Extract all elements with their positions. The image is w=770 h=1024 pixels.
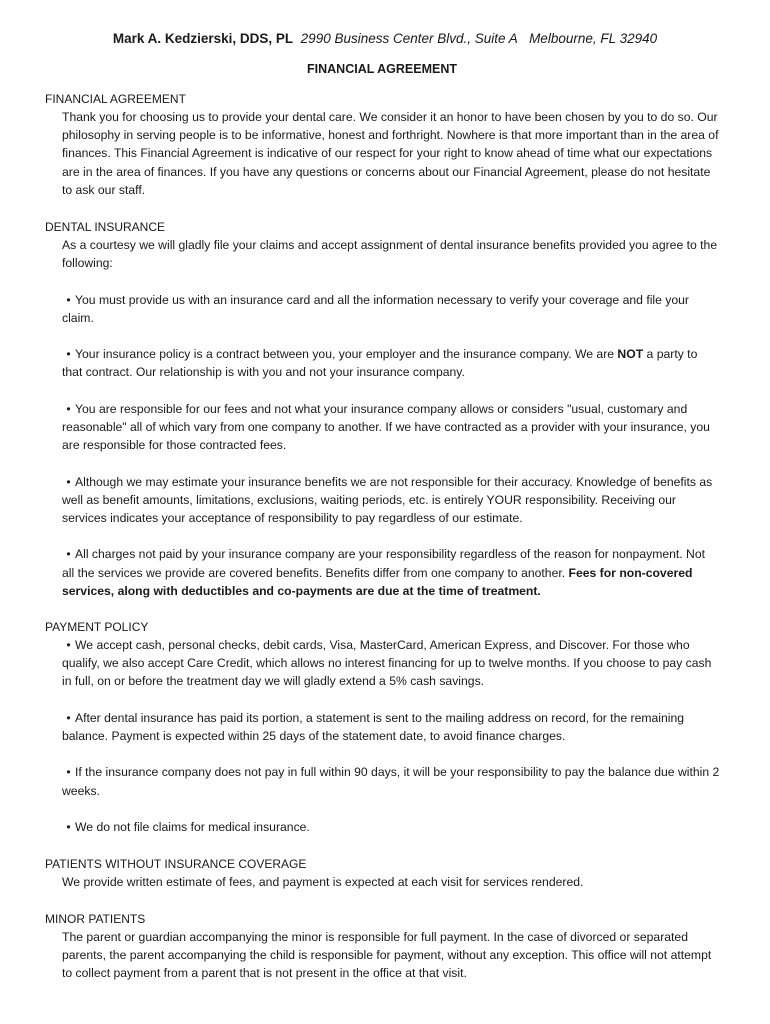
- list-item-text: After dental insurance has paid its portion, a statement is sent to the mailing address on record, for the remaining balance. Payment is expected within 25 days of the statement date, to avoid finance charges.: [62, 710, 685, 743]
- list-item-text: You are responsible for our fees and not what your insurance company allows or considers "usual, customary and reasonable" all of which vary from one company to another. If we have contracted as a provider with your insurance, you are responsible for those contracted fees.: [62, 401, 710, 453]
- list-item: [62, 709, 720, 745]
- bullet-icon: •: [66, 765, 71, 780]
- section-paragraph: The parent or guardian accompanying the minor is responsible for full payment. In the case of divorced or separated parents, the parent accompanying the child is responsible for payment, without any exception. This office will not attempt to collect payment from a parent that is not present in the office at that visit.: [62, 930, 712, 981]
- bullet-icon: •: [66, 474, 71, 489]
- section-dental-insurance: [45, 218, 725, 600]
- list-item-text: You must provide us with an insurance card and all the information necessary to verify your coverage and file your claim.: [62, 292, 689, 325]
- bullet-icon: •: [66, 347, 71, 362]
- emphasis-text: Fees for non-covered services, along with deductibles and co-payments are due at the time of treatment.: [62, 565, 693, 598]
- list-item-text: Your insurance policy is a contract between you, your employer and the insurance company. We are: [75, 347, 618, 362]
- section-paragraph: Thank you for choosing us to provide your dental care. We consider it an honor to have been chosen by you to do so. Our philosophy in serving people is to be informative, honest and forthright. Nowhere is that more important than in the area of finances. This Financial Agreement is indicative of our respect for your right to know ahead of time what our expectations are in the area of finances. If you have any questions or concerns about our Financial Agreement, please do not hesitate to ask our staff.: [62, 110, 719, 197]
- list-item: [62, 291, 720, 327]
- list-item: [62, 545, 720, 600]
- section-heading: MINOR PATIENTS: [45, 912, 146, 926]
- section-financial-agreement: [45, 90, 725, 199]
- bullet-icon: •: [66, 547, 71, 562]
- section-patients-without-insurance: [45, 855, 725, 891]
- section-paragraph: We provide written estimate of fees, and payment is expected at each visit for services rendered.: [62, 875, 584, 889]
- section-payment-policy: [45, 618, 725, 836]
- list-item-text: We accept cash, personal checks, debit cards, Visa, MasterCard, American Express, and Discover. For those who qualify, we also accept Care Credit, which allows no interest financing for up to twelve months. If you choose to pay cash in full, on or before the treatment day we will gladly extend a 5% cash savings.: [62, 638, 712, 689]
- bullet-icon: •: [66, 401, 71, 416]
- practice-address: 2990 Business Center Blvd., Suite A: [300, 31, 518, 46]
- list-item: [62, 345, 720, 381]
- list-item: [62, 400, 720, 455]
- section-intro: As a courtesy we will gladly file your claims and accept assignment of dental insurance benefits provided you agree to the following:: [62, 238, 718, 271]
- section-heading: FINANCIAL AGREEMENT: [45, 92, 186, 106]
- section-heading: PATIENTS WITHOUT INSURANCE COVERAGE: [45, 857, 307, 871]
- practice-city: Melbourne, FL 32940: [529, 31, 658, 46]
- section-heading: PAYMENT POLICY: [45, 620, 149, 634]
- emphasis-text: NOT: [617, 347, 644, 362]
- bullet-icon: •: [66, 710, 71, 725]
- bullet-icon: •: [66, 638, 71, 652]
- list-item-text: If the insurance company does not pay in full within 90 days, it will be your responsibility to pay the balance due within 2 weeks.: [62, 765, 720, 798]
- list-item: [62, 763, 720, 799]
- letterhead: [0, 30, 770, 48]
- document-title: FINANCIAL AGREEMENT: [307, 62, 457, 76]
- list-item-text: All charges not paid by your insurance company are your responsibility regardless of the reason for nonpayment. Not all the services we provide are covered benefits. Benefits differ from one company to another.: [62, 547, 706, 580]
- list-item-text: Although we may estimate your insurance benefits we are not responsible for their accuracy. Knowledge of benefits as well as benefit amounts, limitations, exclusions, waiting periods, etc. is entirely YOUR responsibility. Receiving our services indicates your acceptance of responsibility to pay regardless of our estimate.: [62, 474, 713, 525]
- section-heading: DENTAL INSURANCE: [45, 220, 166, 234]
- list-item: [62, 636, 720, 691]
- bullet-icon: •: [66, 819, 71, 834]
- list-item: [62, 818, 720, 836]
- list-item-text: a party to that contract. Our relationship is with you and not your insurance company.: [62, 347, 698, 380]
- list-item-text: We do not file claims for medical insurance.: [75, 819, 310, 834]
- practice-name: Mark A. Kedzierski, DDS, PL: [112, 31, 294, 46]
- section-minor-patients: [45, 910, 725, 983]
- list-item: [62, 473, 720, 528]
- bullet-icon: •: [66, 292, 71, 307]
